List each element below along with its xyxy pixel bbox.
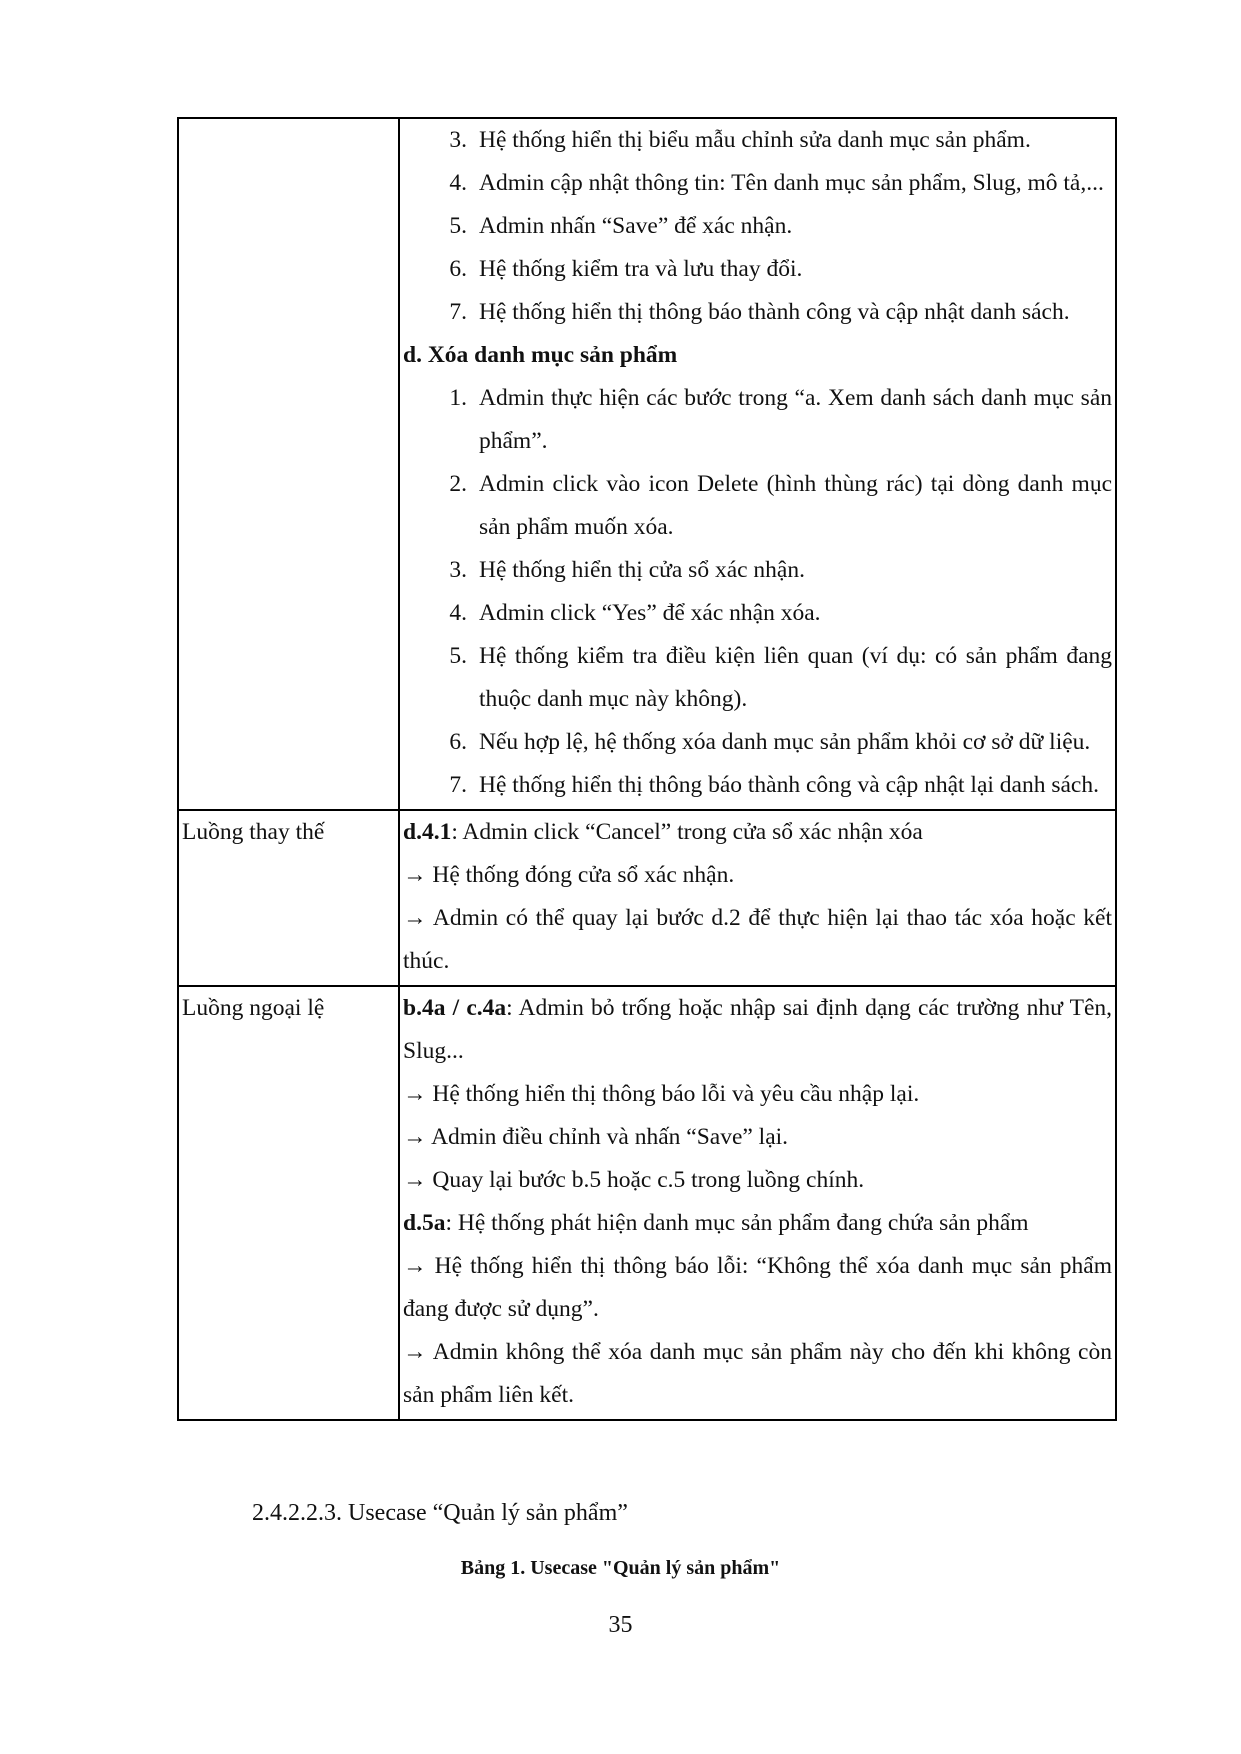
list-item: 6. Nếu hợp lệ, hệ thống xóa danh mục sản phẩm khỏi cơ sở dữ liệu. <box>449 729 1091 755</box>
step-list-d <box>403 377 1112 807</box>
exception-case-1 <box>403 987 1112 1073</box>
case-code: b.4a / c.4a <box>403 995 507 1021</box>
list-item: 5. Admin nhấn “Save” để xác nhận. <box>449 213 793 239</box>
main-flow-content-cell <box>399 118 1116 810</box>
flow-line: → Admin không thể xóa danh mục sản phẩm này cho đến khi không còn sản phẩm liên kết. <box>403 1339 1112 1408</box>
list-item: 3. Hệ thống hiển thị biểu mẫu chỉnh sửa danh mục sản phẩm. <box>449 127 1031 153</box>
flow-line: → Hệ thống đóng cửa sổ xác nhận. <box>403 862 735 888</box>
alternate-flow-label: Luồng thay thế <box>178 810 399 986</box>
list-item: 6. Hệ thống kiểm tra và lưu thay đổi. <box>449 256 803 282</box>
case-code: d.4.1 <box>403 819 452 845</box>
alternate-flow-content <box>399 810 1116 986</box>
subsection-heading-delete: d. Xóa danh mục sản phẩm <box>403 342 678 368</box>
case-description: : Admin bỏ trống hoặc nhập sai định dạng các trường như Tên, Slug... <box>403 995 1112 1064</box>
list-item: 2. Admin click vào icon Delete (hình thùng rác) tại dòng danh mục sản phẩm muốn xóa. <box>449 471 1112 540</box>
case-description: : Hệ thống phát hiện danh mục sản phẩm đang chứa sản phẩm <box>445 1210 1029 1236</box>
flow-line: → Admin có thể quay lại bước d.2 để thực hiện lại thao tác xóa hoặc kết thúc. <box>403 905 1112 974</box>
page-number: 35 <box>608 1612 633 1638</box>
section-heading: 2.4.2.2.3. Usecase “Quản lý sản phẩm” <box>252 1500 628 1526</box>
list-item: 4. Admin click “Yes” để xác nhận xóa. <box>449 600 821 626</box>
usecase-table <box>177 117 1117 1421</box>
list-item: 1. Admin thực hiện các bước trong “a. Xem danh sách danh mục sản phẩm”. <box>449 385 1112 454</box>
exception-case-2 <box>403 1202 1112 1245</box>
step-list-c <box>403 119 1112 334</box>
table-caption: Bảng 1. Usecase "Quản lý sản phẩm" <box>460 1557 781 1579</box>
flow-line: → Quay lại bước b.5 hoặc c.5 trong luồng chính. <box>403 1167 865 1193</box>
exception-flow-content <box>399 986 1116 1420</box>
alternate-flow-case <box>403 811 1112 854</box>
main-flow-row <box>178 118 1116 810</box>
list-item: 7. Hệ thống hiển thị thông báo thành công và cập nhật lại danh sách. <box>449 772 1099 798</box>
flow-line: → Admin điều chỉnh và nhấn “Save” lại. <box>403 1124 789 1150</box>
exception-flow-label: Luồng ngoại lệ <box>178 986 399 1420</box>
list-item: 3. Hệ thống hiển thị cửa sổ xác nhận. <box>449 557 805 583</box>
case-code: d.5a <box>403 1210 446 1236</box>
exception-flow-row <box>178 986 1116 1420</box>
main-flow-label-cell <box>178 118 399 810</box>
list-item: 5. Hệ thống kiểm tra điều kiện liên quan (ví dụ: có sản phẩm đang thuộc danh mục này không). <box>449 643 1112 712</box>
flow-line: → Hệ thống hiển thị thông báo lỗi: “Không thể xóa danh mục sản phẩm đang được sử dụng”. <box>403 1253 1112 1322</box>
list-item: 7. Hệ thống hiển thị thông báo thành công và cập nhật danh sách. <box>449 299 1070 325</box>
list-item: 4. Admin cập nhật thông tin: Tên danh mục sản phẩm, Slug, mô tả,... <box>449 170 1104 196</box>
flow-line: → Hệ thống hiển thị thông báo lỗi và yêu cầu nhập lại. <box>403 1081 920 1107</box>
case-description: : Admin click “Cancel” trong cửa sổ xác nhận xóa <box>451 819 923 845</box>
alternate-flow-row <box>178 810 1116 986</box>
